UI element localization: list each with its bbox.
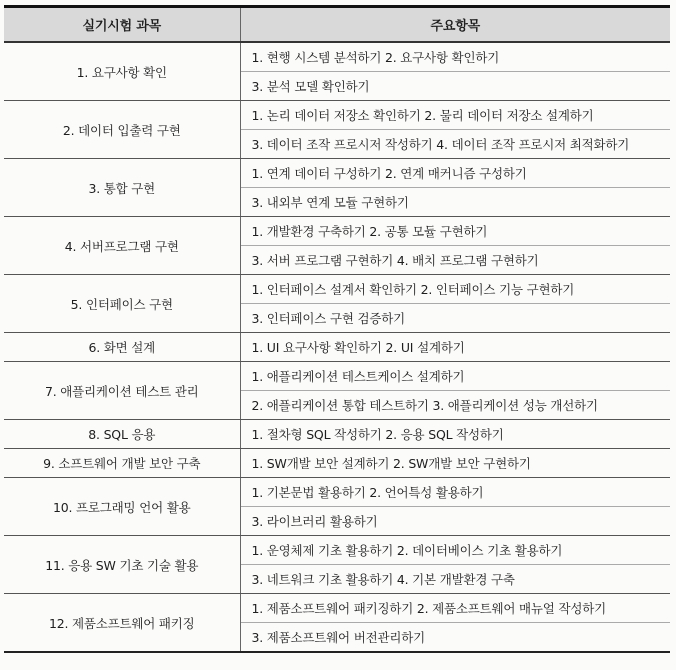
table-row bbox=[4, 217, 670, 246]
table-row bbox=[4, 449, 670, 478]
table-header-row bbox=[4, 7, 670, 43]
subject-cell: 7. 애플리케이션 테스트 관리 bbox=[4, 362, 240, 420]
table-row bbox=[4, 594, 670, 623]
item-cell: 1. 운영체제 기초 활용하기 2. 데이터베이스 기초 활용하기 bbox=[240, 536, 670, 565]
subject-cell: 3. 통합 구현 bbox=[4, 159, 240, 217]
item-cell: 1. 논리 데이터 저장소 확인하기 2. 물리 데이터 저장소 설계하기 bbox=[240, 101, 670, 130]
subject-cell: 11. 응용 SW 기초 기술 활용 bbox=[4, 536, 240, 594]
item-cell: 3. 네트워크 기초 활용하기 4. 기본 개발환경 구축 bbox=[240, 565, 670, 594]
item-cell: 2. 애플리케이션 통합 테스트하기 3. 애플리케이션 성능 개선하기 bbox=[240, 391, 670, 420]
item-cell: 1. 연계 데이터 구성하기 2. 연계 매커니즘 구성하기 bbox=[240, 159, 670, 188]
item-cell: 1. 개발환경 구축하기 2. 공통 모듈 구현하기 bbox=[240, 217, 670, 246]
item-cell: 3. 데이터 조작 프로시저 작성하기 4. 데이터 조작 프로시저 최적화하기 bbox=[240, 130, 670, 159]
item-cell: 3. 서버 프로그램 구현하기 4. 배치 프로그램 구현하기 bbox=[240, 246, 670, 275]
item-cell: 3. 라이브러리 활용하기 bbox=[240, 507, 670, 536]
subject-cell: 4. 서버프로그램 구현 bbox=[4, 217, 240, 275]
table-row bbox=[4, 159, 670, 188]
item-cell: 1. SW개발 보안 설계하기 2. SW개발 보안 구현하기 bbox=[240, 449, 670, 478]
table-row bbox=[4, 420, 670, 449]
exam-subjects-table bbox=[4, 5, 670, 653]
item-cell: 3. 제품소프트웨어 버전관리하기 bbox=[240, 623, 670, 653]
table-row bbox=[4, 362, 670, 391]
item-cell: 1. 기본문법 활용하기 2. 언어특성 활용하기 bbox=[240, 478, 670, 507]
header-items: 주요항목 bbox=[240, 7, 670, 43]
item-cell: 1. 현행 시스템 분석하기 2. 요구사항 확인하기 bbox=[240, 42, 670, 72]
table-row bbox=[4, 101, 670, 130]
table-row bbox=[4, 478, 670, 507]
item-cell: 3. 내외부 연계 모듈 구현하기 bbox=[240, 188, 670, 217]
subject-cell: 1. 요구사항 확인 bbox=[4, 42, 240, 101]
header-subject: 실기시험 과목 bbox=[4, 7, 240, 43]
table-row bbox=[4, 42, 670, 72]
item-cell: 3. 분석 모델 확인하기 bbox=[240, 72, 670, 101]
subject-cell: 9. 소프트웨어 개발 보안 구축 bbox=[4, 449, 240, 478]
subject-cell: 8. SQL 응용 bbox=[4, 420, 240, 449]
item-cell: 1. 인터페이스 설계서 확인하기 2. 인터페이스 기능 구현하기 bbox=[240, 275, 670, 304]
table-row bbox=[4, 333, 670, 362]
subject-cell: 2. 데이터 입출력 구현 bbox=[4, 101, 240, 159]
table-row bbox=[4, 275, 670, 304]
item-cell: 1. UI 요구사항 확인하기 2. UI 설계하기 bbox=[240, 333, 670, 362]
item-cell: 1. 절차형 SQL 작성하기 2. 응용 SQL 작성하기 bbox=[240, 420, 670, 449]
table-row bbox=[4, 536, 670, 565]
subject-cell: 10. 프로그래밍 언어 활용 bbox=[4, 478, 240, 536]
subject-cell: 5. 인터페이스 구현 bbox=[4, 275, 240, 333]
item-cell: 1. 애플리케이션 테스트케이스 설계하기 bbox=[240, 362, 670, 391]
item-cell: 3. 인터페이스 구현 검증하기 bbox=[240, 304, 670, 333]
subject-cell: 6. 화면 설계 bbox=[4, 333, 240, 362]
item-cell: 1. 제품소프트웨어 패키징하기 2. 제품소프트웨어 매뉴얼 작성하기 bbox=[240, 594, 670, 623]
subject-cell: 12. 제품소프트웨어 패키징 bbox=[4, 594, 240, 653]
